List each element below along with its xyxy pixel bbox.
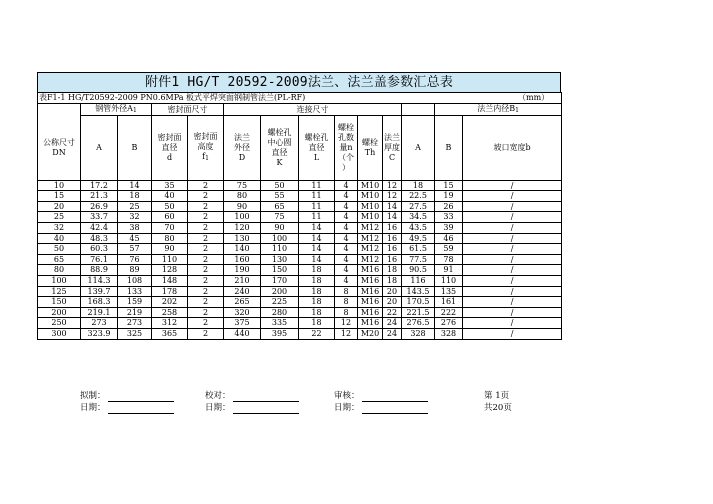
table-cell: 190 — [224, 265, 261, 276]
header-seal-diameter: 密封面 直径 d — [152, 116, 188, 181]
table-cell: 38 — [118, 223, 152, 234]
table-cell: 77.5 — [402, 254, 435, 265]
table-cell: M20 — [358, 329, 383, 340]
table-cell: 168.3 — [81, 297, 118, 308]
table-cell: 320 — [224, 307, 261, 318]
table-cell: 2 — [188, 276, 224, 287]
table-cell: / — [463, 201, 562, 212]
table-cell: 57 — [118, 244, 152, 255]
table-row — [38, 180, 562, 191]
table-row — [38, 265, 562, 276]
table-cell: 50 — [261, 180, 299, 191]
table-cell: 2 — [188, 223, 224, 234]
table-cell: 24 — [383, 318, 402, 329]
date-line — [108, 404, 174, 414]
table-cell: 75 — [224, 180, 261, 191]
table-cell: 130 — [261, 254, 299, 265]
table-cell: 325 — [118, 329, 152, 340]
table-cell: 20 — [38, 201, 81, 212]
table-cell: 75 — [261, 212, 299, 223]
table-cell: 89 — [118, 265, 152, 276]
table-cell: 150 — [38, 297, 81, 308]
table-cell: 4 — [335, 191, 358, 202]
parameter-sheet — [37, 72, 561, 340]
table-cell: 2 — [188, 329, 224, 340]
table-cell: 91 — [435, 265, 463, 276]
table-cell: 25 — [38, 212, 81, 223]
table-cell: 22 — [299, 329, 335, 340]
table-cell: 4 — [335, 180, 358, 191]
table-cell: 14 — [383, 212, 402, 223]
group-header-row — [38, 103, 562, 116]
table-cell: 202 — [152, 297, 188, 308]
table-cell: 221.5 — [402, 307, 435, 318]
table-cell: 40 — [38, 233, 81, 244]
header-dn: 公称尺寸 DN — [38, 116, 81, 181]
table-cell: 50 — [152, 201, 188, 212]
table-cell: 11 — [299, 180, 335, 191]
table-cell: M12 — [358, 223, 383, 234]
table-cell: 4 — [335, 223, 358, 234]
table-cell: 110 — [435, 276, 463, 287]
table-cell: 328 — [435, 329, 463, 340]
table-cell: 60.3 — [81, 244, 118, 255]
header-bolt-hole-diameter: 螺栓孔 直径 L — [299, 116, 335, 181]
table-cell: 200 — [261, 286, 299, 297]
table-cell: 18 — [299, 276, 335, 287]
table-caption — [38, 93, 562, 104]
table-cell: 27.5 — [402, 201, 435, 212]
table-cell: 4 — [335, 212, 358, 223]
page-number: 第 1页 — [484, 391, 510, 401]
table-cell: / — [463, 276, 562, 287]
table-cell: 26.9 — [81, 201, 118, 212]
table-cell: 18 — [402, 180, 435, 191]
table-cell: 2 — [188, 286, 224, 297]
table-cell: 375 — [224, 318, 261, 329]
table-cell: / — [463, 180, 562, 191]
group-flange-id: 法兰内径B1 — [435, 103, 562, 116]
table-cell: 222 — [435, 307, 463, 318]
table-cell: 2 — [188, 233, 224, 244]
table-cell: / — [463, 265, 562, 276]
table-cell: M10 — [358, 191, 383, 202]
table-cell: 70 — [152, 223, 188, 234]
table-cell: 120 — [224, 223, 261, 234]
table-cell: 16 — [383, 223, 402, 234]
table-cell: M12 — [358, 254, 383, 265]
table-cell: 49.5 — [402, 233, 435, 244]
page-total: 共20页 — [484, 403, 512, 413]
table-cell: / — [463, 329, 562, 340]
table-cell: 323.9 — [81, 329, 118, 340]
sheet-title: 附件1 HG/T 20592-2009法兰、法兰盖参数汇总表 — [37, 72, 561, 92]
table-cell: 160 — [224, 254, 261, 265]
table-cell: 20 — [383, 286, 402, 297]
table-cell: 22.5 — [402, 191, 435, 202]
table-caption-text: 表F1-1 HG/T20592-2009 PN0.6MPa 板式平焊突面钢制管法兰(PL-RF) — [39, 93, 306, 102]
table-cell: 12 — [335, 329, 358, 340]
table-cell: / — [463, 254, 562, 265]
table-cell: 300 — [38, 329, 81, 340]
table-cell: 100 — [261, 233, 299, 244]
header-id-a: A — [402, 116, 435, 181]
drafted-line — [108, 392, 174, 402]
table-info-row — [38, 93, 562, 104]
table-row — [38, 191, 562, 202]
table-cell: 20 — [383, 297, 402, 308]
date-label: 日期： — [334, 403, 360, 413]
table-cell: 90 — [224, 201, 261, 212]
table-cell: 18 — [383, 265, 402, 276]
date-line — [233, 404, 299, 414]
group-pipe-od: 钢管外径A1 — [81, 103, 152, 116]
table-cell: 265 — [224, 297, 261, 308]
table-cell: 240 — [224, 286, 261, 297]
table-cell: 133 — [118, 286, 152, 297]
table-cell: 150 — [261, 265, 299, 276]
table-cell: 125 — [38, 286, 81, 297]
table-cell: / — [463, 223, 562, 234]
table-cell: / — [463, 191, 562, 202]
table-row — [38, 233, 562, 244]
table-cell: 395 — [261, 329, 299, 340]
table-cell: M16 — [358, 297, 383, 308]
table-cell: 25 — [118, 201, 152, 212]
table-cell: 108 — [118, 276, 152, 287]
table-cell: 21.3 — [81, 191, 118, 202]
table-cell: 15 — [435, 180, 463, 191]
table-cell: 12 — [383, 191, 402, 202]
table-cell: 2 — [188, 254, 224, 265]
table-cell: 114.3 — [81, 276, 118, 287]
table-cell: 365 — [152, 329, 188, 340]
header-id-b: B — [435, 116, 463, 181]
table-cell: 11 — [299, 191, 335, 202]
table-cell: 14 — [118, 180, 152, 191]
table-cell: 8 — [335, 297, 358, 308]
table-cell: 110 — [152, 254, 188, 265]
table-cell: 40 — [152, 191, 188, 202]
drafted-label: 拟制： — [80, 391, 106, 401]
table-cell: 90.5 — [402, 265, 435, 276]
table-cell: 2 — [188, 191, 224, 202]
table-cell: 276 — [435, 318, 463, 329]
table-cell: 219 — [118, 307, 152, 318]
header-bevel-width: 坡口宽度b — [463, 116, 562, 181]
reviewed-block — [334, 390, 428, 414]
table-cell: 135 — [435, 286, 463, 297]
table-cell: 14 — [383, 201, 402, 212]
table-cell: 35 — [152, 180, 188, 191]
table-row — [38, 212, 562, 223]
table-cell: 80 — [224, 191, 261, 202]
table-cell: 170 — [261, 276, 299, 287]
table-cell: 39 — [435, 223, 463, 234]
table-cell: 159 — [118, 297, 152, 308]
table-cell: 33 — [435, 212, 463, 223]
table-cell: 15 — [38, 191, 81, 202]
table-cell: 26 — [435, 201, 463, 212]
table-cell: 32 — [38, 223, 81, 234]
table-cell: 18 — [383, 276, 402, 287]
table-row — [38, 307, 562, 318]
table-cell: 22 — [383, 307, 402, 318]
checked-line — [233, 392, 299, 402]
table-cell: 100 — [224, 212, 261, 223]
table-cell: 18 — [118, 191, 152, 202]
table-cell: 78 — [435, 254, 463, 265]
table-cell: 17.2 — [81, 180, 118, 191]
table-cell: 4 — [335, 244, 358, 255]
table-cell: 48.3 — [81, 233, 118, 244]
table-cell: 2 — [188, 297, 224, 308]
table-cell: 2 — [188, 212, 224, 223]
checked-label: 校对： — [205, 391, 231, 401]
table-cell: 65 — [38, 254, 81, 265]
table-cell: 18 — [299, 286, 335, 297]
table-cell: 61.5 — [402, 244, 435, 255]
table-cell: 65 — [261, 201, 299, 212]
table-cell: 312 — [152, 318, 188, 329]
table-cell: 16 — [383, 233, 402, 244]
table-cell: M16 — [358, 286, 383, 297]
table-cell: 2 — [188, 244, 224, 255]
table-cell: 250 — [38, 318, 81, 329]
table-cell: 276.5 — [402, 318, 435, 329]
flange-table — [37, 92, 562, 340]
table-cell: 10 — [38, 180, 81, 191]
table-cell: M10 — [358, 201, 383, 212]
table-row — [38, 244, 562, 255]
table-cell: 210 — [224, 276, 261, 287]
date-line — [362, 404, 428, 414]
table-cell: 200 — [38, 307, 81, 318]
table-cell: 60 — [152, 212, 188, 223]
table-cell: 46 — [435, 233, 463, 244]
table-cell: M16 — [358, 265, 383, 276]
table-cell: 59 — [435, 244, 463, 255]
date-label: 日期： — [80, 403, 106, 413]
table-cell: 11 — [299, 201, 335, 212]
table-cell: 45 — [118, 233, 152, 244]
header-pipe-b: B — [118, 116, 152, 181]
table-cell: 24 — [383, 329, 402, 340]
table-cell: 55 — [261, 191, 299, 202]
table-cell: M16 — [358, 276, 383, 287]
table-cell: 110 — [261, 244, 299, 255]
table-cell: 128 — [152, 265, 188, 276]
table-cell: 90 — [152, 244, 188, 255]
table-row — [38, 276, 562, 287]
header-pipe-a: A — [81, 116, 118, 181]
table-cell: 4 — [335, 233, 358, 244]
table-cell: 33.7 — [81, 212, 118, 223]
table-row — [38, 297, 562, 308]
reviewed-label: 审核： — [334, 391, 360, 401]
table-cell: 88.9 — [81, 265, 118, 276]
table-cell: 161 — [435, 297, 463, 308]
table-cell: 50 — [38, 244, 81, 255]
table-cell: 4 — [335, 265, 358, 276]
table-row — [38, 286, 562, 297]
date-label: 日期： — [205, 403, 231, 413]
drafted-block — [80, 390, 174, 414]
table-cell: 11 — [299, 212, 335, 223]
table-cell: 225 — [261, 297, 299, 308]
table-cell: 143.5 — [402, 286, 435, 297]
table-cell: 139.7 — [81, 286, 118, 297]
table-cell: 16 — [383, 244, 402, 255]
table-cell: 4 — [335, 201, 358, 212]
group-connect-size: 连接尺寸 — [224, 103, 402, 116]
table-cell: 170.5 — [402, 297, 435, 308]
table-cell: 2 — [188, 265, 224, 276]
table-cell: / — [463, 212, 562, 223]
table-cell: 4 — [335, 276, 358, 287]
table-cell: 34.5 — [402, 212, 435, 223]
table-cell: 43.5 — [402, 223, 435, 234]
table-cell: 76 — [118, 254, 152, 265]
blank-cell — [38, 103, 81, 116]
table-cell: / — [463, 297, 562, 308]
reviewed-line — [362, 392, 428, 402]
header-bolt-circle: 螺栓孔 中心圆 直径 K — [261, 116, 299, 181]
unit-label: （mm） — [518, 93, 550, 102]
table-cell: 2 — [188, 180, 224, 191]
table-cell: 130 — [224, 233, 261, 244]
page-block — [484, 390, 512, 414]
table-cell: 2 — [188, 201, 224, 212]
column-header-row — [38, 116, 562, 181]
table-cell: 2 — [188, 307, 224, 318]
table-cell: 18 — [299, 307, 335, 318]
table-cell: 14 — [299, 223, 335, 234]
table-cell: 12 — [335, 318, 358, 329]
blank-cell — [402, 103, 435, 116]
header-seal-height: 密封面 高度 f1 — [188, 116, 224, 181]
table-cell: M10 — [358, 180, 383, 191]
table-cell: M16 — [358, 307, 383, 318]
table-cell: 8 — [335, 286, 358, 297]
table-cell: 80 — [38, 265, 81, 276]
table-row — [38, 201, 562, 212]
table-cell: / — [463, 233, 562, 244]
table-cell: 328 — [402, 329, 435, 340]
header-flange-od: 法兰 外径 D — [224, 116, 261, 181]
table-cell: / — [463, 286, 562, 297]
table-row — [38, 254, 562, 265]
header-bolt-count: 螺栓 孔数 量n （个 ） — [335, 116, 358, 181]
header-flange-thickness: 法兰 厚度 C — [383, 116, 402, 181]
table-cell: M12 — [358, 244, 383, 255]
header-bolt-thread: 螺栓 Th — [358, 116, 383, 181]
table-cell: 273 — [118, 318, 152, 329]
table-cell: 440 — [224, 329, 261, 340]
table-cell: 14 — [299, 244, 335, 255]
table-cell: 14 — [299, 233, 335, 244]
table-cell: 140 — [224, 244, 261, 255]
table-cell: 76.1 — [81, 254, 118, 265]
table-cell: 19 — [435, 191, 463, 202]
table-cell: 16 — [383, 254, 402, 265]
table-cell: 32 — [118, 212, 152, 223]
table-cell: 80 — [152, 233, 188, 244]
table-cell: 100 — [38, 276, 81, 287]
table-cell: 90 — [261, 223, 299, 234]
table-cell: 18 — [299, 297, 335, 308]
table-row — [38, 329, 562, 340]
table-cell: 116 — [402, 276, 435, 287]
table-cell: 335 — [261, 318, 299, 329]
table-cell: 14 — [299, 254, 335, 265]
table-cell: 8 — [335, 307, 358, 318]
table-cell: 18 — [299, 265, 335, 276]
table-body — [38, 180, 562, 339]
table-row — [38, 318, 562, 329]
table-cell: 4 — [335, 254, 358, 265]
table-cell: 258 — [152, 307, 188, 318]
table-cell: 219.1 — [81, 307, 118, 318]
table-cell: / — [463, 307, 562, 318]
table-cell: M16 — [358, 318, 383, 329]
group-seal-size: 密封面尺寸 — [152, 103, 224, 116]
table-cell: 148 — [152, 276, 188, 287]
table-cell: 42.4 — [81, 223, 118, 234]
table-cell: 12 — [383, 180, 402, 191]
table-row — [38, 223, 562, 234]
table-cell: / — [463, 318, 562, 329]
table-cell: / — [463, 244, 562, 255]
table-cell: 18 — [299, 318, 335, 329]
table-cell: 280 — [261, 307, 299, 318]
table-cell: 2 — [188, 318, 224, 329]
checked-block — [205, 390, 299, 414]
table-cell: 178 — [152, 286, 188, 297]
table-cell: 273 — [81, 318, 118, 329]
table-cell: M10 — [358, 212, 383, 223]
table-cell: M12 — [358, 233, 383, 244]
